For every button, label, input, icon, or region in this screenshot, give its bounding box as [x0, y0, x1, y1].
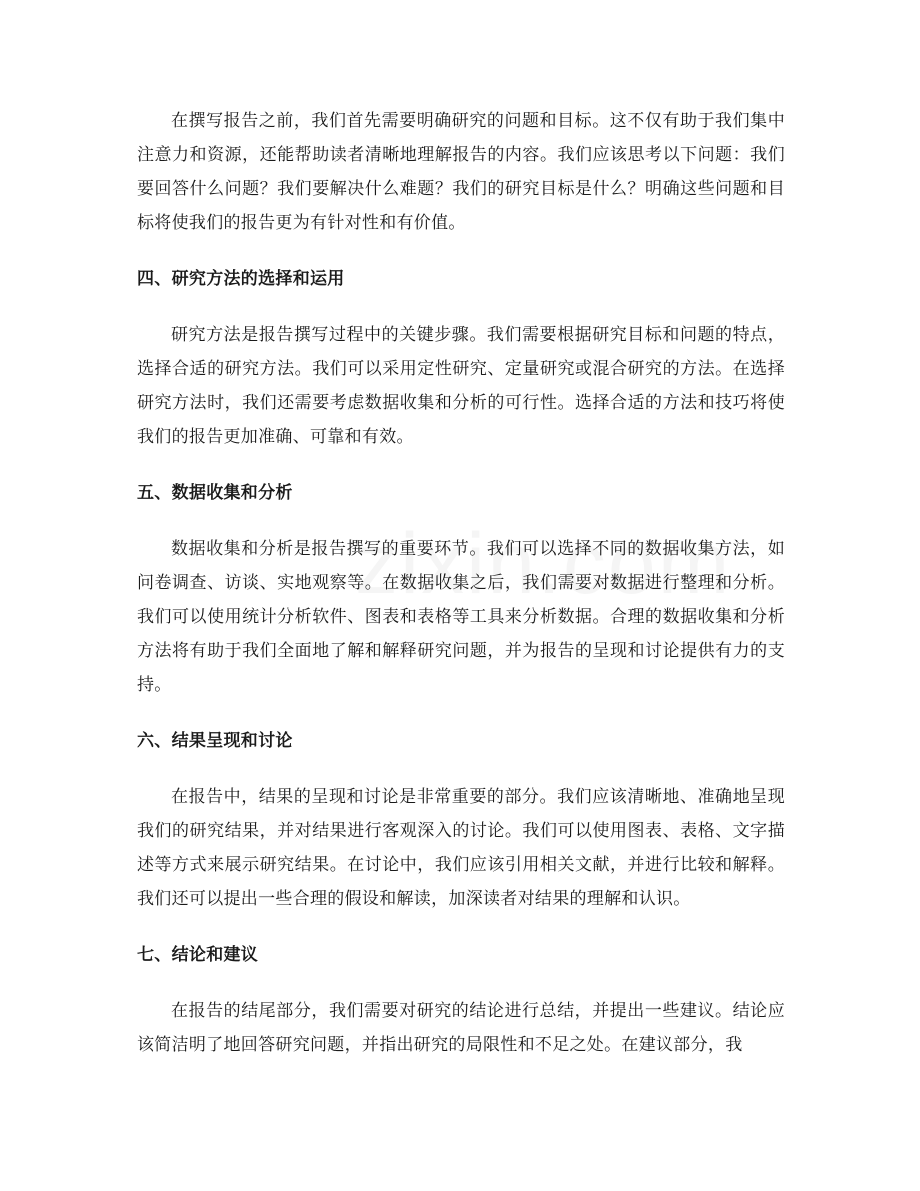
document-page	[137, 104, 785, 1062]
section-heading-7: 七、结论和建议	[137, 945, 259, 965]
section-paragraph-4: 研究方法是报告撰写过程中的关键步骤。我们需要根据研究目标和问题的特点，选择合适的研究方法。我们可以采用定性研究、定量研究或混合研究的方法。在选择研究方法时，我们还需要考虑数据收集和分析的可行性。选择合适的方法和技巧将使我们的报告更加准确、可靠和有效。	[137, 325, 785, 447]
section-paragraph-7: 在报告的结尾部分，我们需要对研究的结论进行总结，并提出一些建议。结论应该简洁明了地回答研究问题，并指出研究的局限性和不足之处。在建议部分，我	[137, 1001, 785, 1055]
section-paragraph-5: 数据收集和分析是报告撰写的重要环节。我们可以选择不同的数据收集方法，如问卷调查、访谈、实地观察等。在数据收集之后，我们需要对数据进行整理和分析。我们可以使用统计分析软件、图表和表格等工具来分析数据。合理的数据收集和分析方法将有助于我们全面地了解和解释研究问题，并为报告的呈现和讨论提供有力的支持。	[137, 539, 785, 695]
intro-paragraph: 在撰写报告之前，我们首先需要明确研究的问题和目标。这不仅有助于我们集中注意力和资源，还能帮助读者清晰地理解报告的内容。我们应该思考以下问题：我们要回答什么问题？我们要解决什么难题？我们的研究目标是什么？明确这些问题和目标将使我们的报告更为有针对性和有价值。	[137, 111, 785, 233]
section-heading-6: 六、结果呈现和讨论	[137, 731, 293, 751]
section-paragraph-6: 在报告中，结果的呈现和讨论是非常重要的部分。我们应该清晰地、准确地呈现我们的研究结果，并对结果进行客观深入的讨论。我们可以使用图表、表格、文字描述等方式来展示研究结果。在讨论中，我们应该引用相关文献，并进行比较和解释。我们还可以提出一些合理的假设和解读，加深读者对结果的理解和认识。	[137, 787, 785, 909]
section-heading-4: 四、研究方法的选择和运用	[137, 269, 345, 289]
section-heading-5: 五、数据收集和分析	[137, 483, 293, 503]
